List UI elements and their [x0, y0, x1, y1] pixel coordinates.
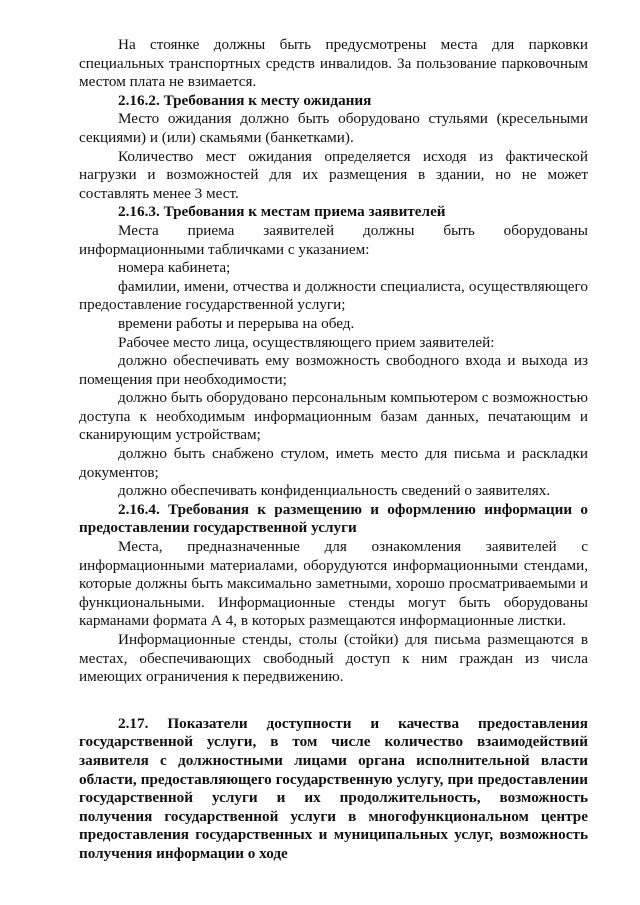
list-item-computer: должно быть оборудовано персональным компьютером с возможностью доступа к необходимым информационным базам данных, печатающим и сканирующим устройствам;	[79, 389, 588, 444]
list-item-free-access: должно обеспечивать ему возможность свободного входа и выхода из помещения при необходимости;	[79, 352, 588, 388]
heading-2-17: 2.17. Показатели доступности и качества предоставления государственной услуги, в том числе количество взаимодействий заявителя с должностными лицами органа исполнительной власти области, предоставляющего государственную услугу, при предоставлении государственной услуги и их продолжительность, возможность получения государственной услуги в многофункциональном центре предоставления государственных и муниципальных услуг, возможность получения информации о ходе	[79, 714, 588, 862]
section-spacer	[79, 687, 588, 715]
document-body	[79, 36, 588, 864]
list-item-confidentiality: должно обеспечивать конфиденциальность сведений о заявителях.	[118, 482, 551, 500]
paragraph-parking: На стоянке должны быть предусмотрены места для парковки специальных транспортных средств инвалидов. За пользование парковочным местом плата не взимается.	[79, 36, 588, 91]
list-item-specialist-name: фамилии, имени, отчества и должности специалиста, осуществляющего предоставление государственной услуги;	[79, 277, 588, 314]
list-item-chair: должно быть снабжено стулом, иметь место для письма и раскладки документов;	[79, 445, 588, 481]
heading-2-16-4: 2.16.4. Требования к размещению и оформлению информации о предоставлении государственной услуги	[79, 500, 588, 537]
paragraph-workplace: Рабочее место лица, осуществляющего прием заявителей:	[118, 333, 495, 351]
paragraph-waiting-count: Количество мест ожидания определяется исходя из фактической нагрузки и возможностей для их размещения в здании, но не может составлять менее 3 мест.	[79, 147, 588, 202]
heading-2-16-3: 2.16.3. Требования к местам приема заявителей	[118, 203, 446, 221]
paragraph-stands-placement: Информационные стенды, столы (стойки) для письма размещаются в местах, обеспечивающих свободный доступ к ним граждан из числа имеющих ограничения к передвижению.	[79, 631, 588, 686]
paragraph-info-stands: Места, предназначенные для ознакомления заявителей с информационными материалами, оборудуются информационными стендами, которые должны быть максимально заметными, хорошо просматриваемыми и функциональными. Информационные стенды могут быть оборудованы карманами формата А 4, в которых размещаются информационные листки.	[79, 538, 588, 630]
list-item-work-hours: времени работы и перерыва на обед.	[118, 314, 355, 332]
list-item-cabinet-number: номера кабинета;	[118, 259, 231, 277]
heading-2-16-2: 2.16.2. Требования к месту ожидания	[118, 91, 372, 109]
paragraph-reception-places: Места приема заявителей должны быть оборудованы информационными табличками с указанием:	[79, 221, 588, 258]
paragraph-waiting-seats: Место ожидания должно быть оборудовано стульями (кресельными секциями) и (или) скамьями (банкетками).	[79, 110, 588, 146]
